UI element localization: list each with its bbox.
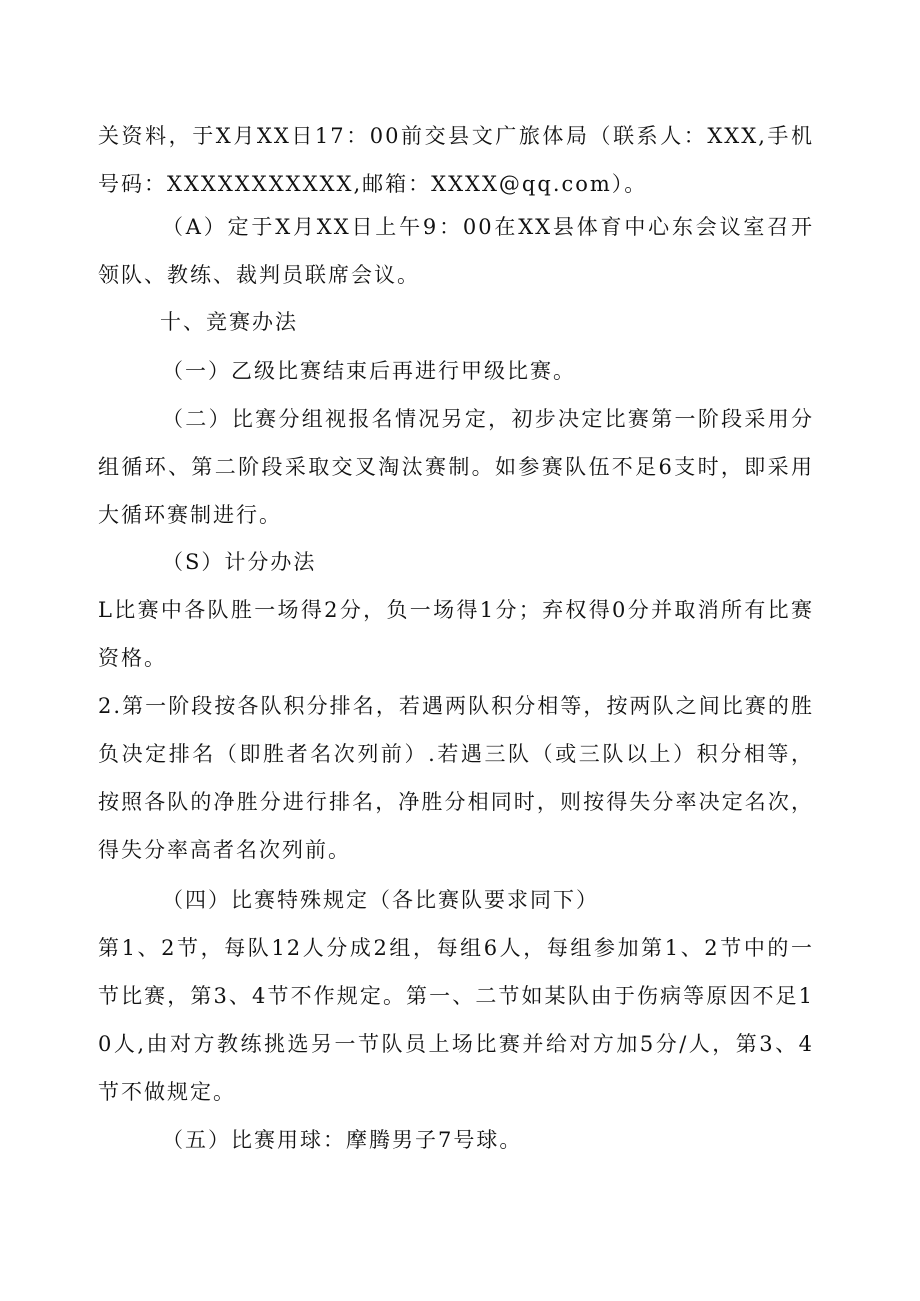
paragraph-special-rules: 第1、2节，每队12人分成2组，每组6人，每组参加第1、2节中的一节比赛，第3、4节不作规定。第一、二节如某队由于伤病等原因不足10人,由对方教练挑选另一节队员上场比赛并给对方加5分/人，第3、4节不做规定。 <box>98 936 814 1104</box>
section-heading-competition-method: 十、竞赛办法 <box>160 310 298 334</box>
paragraph-meeting-notice: （A）定于X月XX日上午9：00在XX县体育中心东会议室召开领队、教练、裁判员联席会议。 <box>98 215 814 287</box>
paragraph-rule-2: （二）比赛分组视报名情况另定，初步决定比赛第一阶段采用分组循环、第二阶段采取交叉淘汰赛制。如参赛队伍不足6支时，即采用大循环赛制进行。 <box>98 407 814 527</box>
paragraph-scoring-heading: （S）计分办法 <box>162 550 317 574</box>
paragraph-contact-info: 关资料，于X月XX日17：00前交县文广旅体局（联系人：XXX,手机号码：XXXXXXXXXXX,邮箱：XXXX@qq.com）。 <box>98 124 814 196</box>
paragraph-scoring-rule-2: 2.第一阶段按各队积分排名，若遇两队积分相等，按两队之间比赛的胜负决定排名（即胜者名次列前）.若遇三队（或三队以上）积分相等，按照各队的净胜分进行排名，净胜分相同时，则按得失分率决定名次，得失分率高者名次列前。 <box>98 694 814 862</box>
paragraph-special-rules-heading: （四）比赛特殊规定（各比赛队要求同下） <box>162 888 599 912</box>
paragraph-ball-spec: （五）比赛用球：摩腾男子7号球。 <box>162 1128 523 1152</box>
paragraph-scoring-rule-1: L比赛中各队胜一场得2分，负一场得1分；弃权得0分并取消所有比赛资格。 <box>98 598 814 670</box>
paragraph-rule-1: （一）乙级比赛结束后再进行甲级比赛。 <box>162 359 576 383</box>
